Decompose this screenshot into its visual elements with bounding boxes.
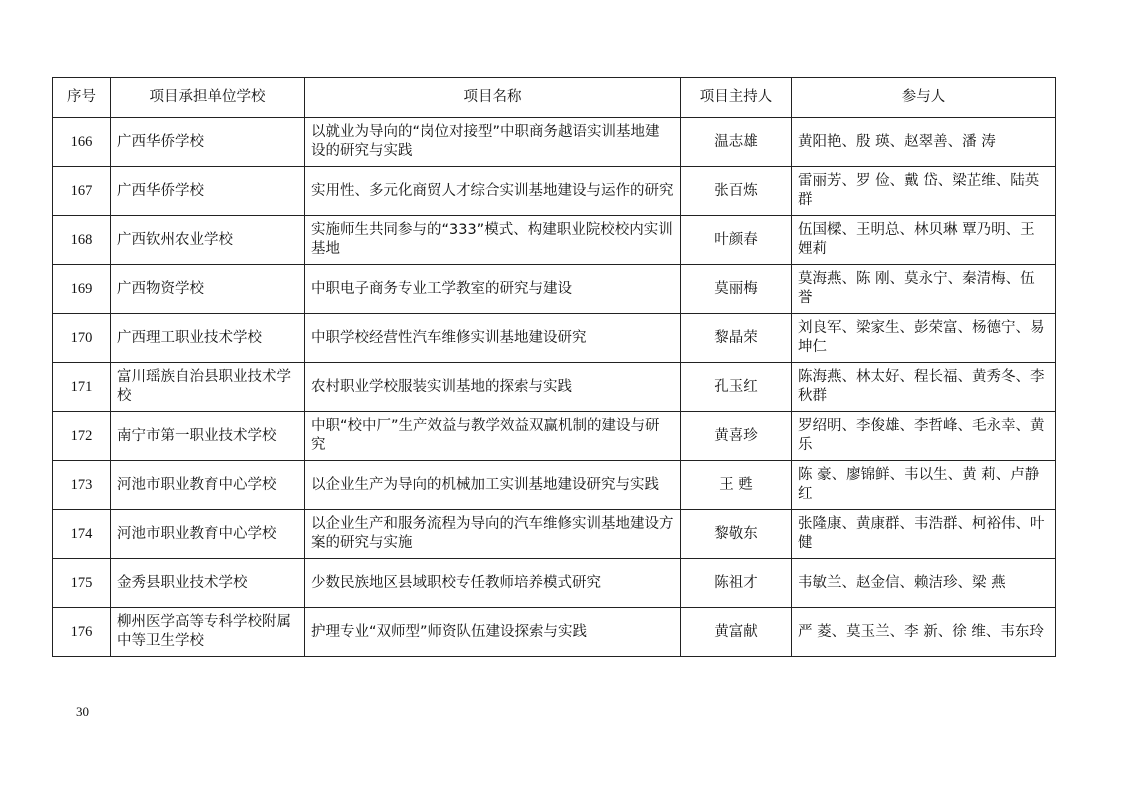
row-host: 张百炼 <box>681 167 792 216</box>
row-participants: 陈 豪、廖锦鲜、韦以生、黄 莉、卢静红 <box>792 461 1056 510</box>
row-num: 175 <box>53 559 111 608</box>
row-unit: 河池市职业教育中心学校 <box>111 510 305 559</box>
table-row <box>53 216 1056 265</box>
row-project-name: 中职电子商务专业工学教室的研究与建设 <box>305 265 681 314</box>
row-unit: 广西华侨学校 <box>111 118 305 167</box>
projects-table <box>52 77 1056 657</box>
row-host: 黎晶荣 <box>681 314 792 363</box>
row-num: 173 <box>53 461 111 510</box>
row-host: 黄富献 <box>681 608 792 657</box>
row-num: 168 <box>53 216 111 265</box>
table-header <box>53 78 1056 118</box>
row-participants: 韦敏兰、赵金信、赖洁珍、梁 燕 <box>792 559 1056 608</box>
row-unit: 金秀县职业技术学校 <box>111 559 305 608</box>
header-unit: 项目承担单位学校 <box>111 78 305 118</box>
table-row <box>53 118 1056 167</box>
row-participants: 刘良军、梁家生、彭荣富、杨德宁、易坤仁 <box>792 314 1056 363</box>
row-unit: 广西理工职业技术学校 <box>111 314 305 363</box>
row-project-name: 中职“校中厂”生产效益与教学效益双赢机制的建设与研究 <box>305 412 681 461</box>
row-participants: 罗绍明、李俊雄、李哲峰、毛永幸、黄 乐 <box>792 412 1056 461</box>
table-row <box>53 167 1056 216</box>
row-project-name: 以就业为导向的“岗位对接型”中职商务越语实训基地建设的研究与实践 <box>305 118 681 167</box>
row-host: 莫丽梅 <box>681 265 792 314</box>
header-num: 序号 <box>53 78 111 118</box>
row-project-name: 以企业生产和服务流程为导向的汽车维修实训基地建设方案的研究与实施 <box>305 510 681 559</box>
row-num: 171 <box>53 363 111 412</box>
row-project-name: 护理专业“双师型”师资队伍建设探索与实践 <box>305 608 681 657</box>
row-num: 166 <box>53 118 111 167</box>
row-participants: 莫海燕、陈 刚、莫永宁、秦清梅、伍 誉 <box>792 265 1056 314</box>
row-project-name: 中职学校经营性汽车维修实训基地建设研究 <box>305 314 681 363</box>
row-host: 温志雄 <box>681 118 792 167</box>
row-num: 174 <box>53 510 111 559</box>
row-participants: 张隆康、黄康群、韦浩群、柯裕伟、叶 健 <box>792 510 1056 559</box>
row-unit: 柳州医学高等专科学校附属中等卫生学校 <box>111 608 305 657</box>
header-host: 项目主持人 <box>681 78 792 118</box>
row-unit: 广西物资学校 <box>111 265 305 314</box>
row-host: 孔玉红 <box>681 363 792 412</box>
row-unit: 广西钦州农业学校 <box>111 216 305 265</box>
row-unit: 河池市职业教育中心学校 <box>111 461 305 510</box>
row-num: 167 <box>53 167 111 216</box>
table-body <box>53 118 1056 657</box>
row-project-name: 实用性、多元化商贸人才综合实训基地建设与运作的研究 <box>305 167 681 216</box>
table-row <box>53 363 1056 412</box>
row-participants: 伍国樑、王明总、林贝琳 覃乃明、王娌莉 <box>792 216 1056 265</box>
row-participants: 陈海燕、林太好、程长福、黄秀冬、李秋群 <box>792 363 1056 412</box>
header-name: 项目名称 <box>305 78 681 118</box>
row-host: 叶颜春 <box>681 216 792 265</box>
header-row <box>53 78 1056 118</box>
row-num: 172 <box>53 412 111 461</box>
page-number: 30 <box>76 704 89 719</box>
table-row <box>53 510 1056 559</box>
row-unit: 广西华侨学校 <box>111 167 305 216</box>
row-participants: 严 菱、莫玉兰、李 新、徐 维、韦东玲 <box>792 608 1056 657</box>
table-row <box>53 314 1056 363</box>
row-project-name: 以企业生产为导向的机械加工实训基地建设研究与实践 <box>305 461 681 510</box>
header-participants: 参与人 <box>792 78 1056 118</box>
row-host: 王 甦 <box>681 461 792 510</box>
row-num: 169 <box>53 265 111 314</box>
row-project-name: 实施师生共同参与的“333”模式、构建职业院校校内实训基地 <box>305 216 681 265</box>
row-participants: 黄阳艳、殷 瑛、赵翠善、潘 涛 <box>792 118 1056 167</box>
table-row <box>53 559 1056 608</box>
row-project-name: 农村职业学校服装实训基地的探索与实践 <box>305 363 681 412</box>
row-num: 170 <box>53 314 111 363</box>
row-host: 黄喜珍 <box>681 412 792 461</box>
row-unit: 富川瑶族自治县职业技术学校 <box>111 363 305 412</box>
row-host: 黎敬东 <box>681 510 792 559</box>
table-row <box>53 412 1056 461</box>
row-unit: 南宁市第一职业技术学校 <box>111 412 305 461</box>
row-num: 176 <box>53 608 111 657</box>
table-row <box>53 265 1056 314</box>
row-participants: 雷丽芳、罗 俭、戴 岱、梁芷维、陆英群 <box>792 167 1056 216</box>
row-project-name: 少数民族地区县域职校专任教师培养模式研究 <box>305 559 681 608</box>
table-row <box>53 461 1056 510</box>
row-host: 陈祖才 <box>681 559 792 608</box>
table-row <box>53 608 1056 657</box>
